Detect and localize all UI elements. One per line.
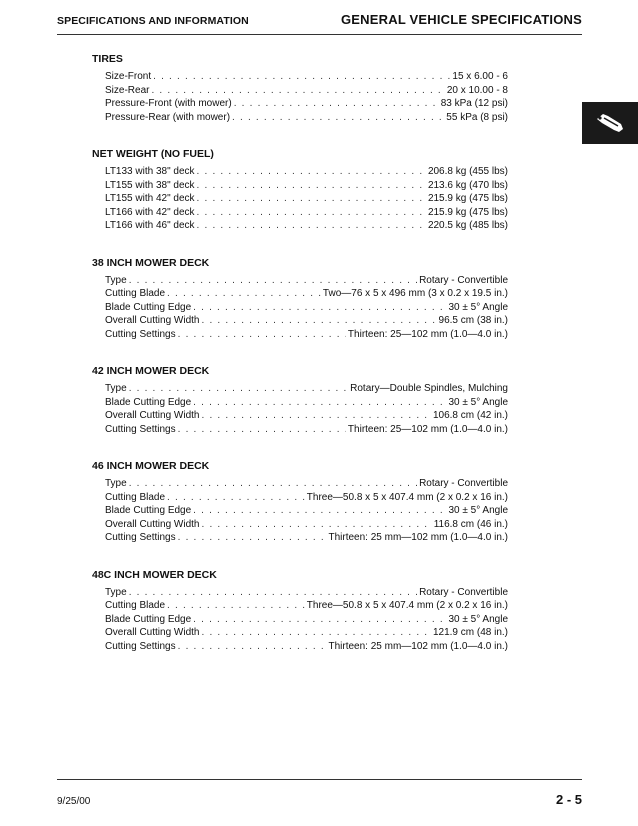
section-title: NET WEIGHT (NO FUEL): [92, 148, 214, 160]
spec-value: Rotary - Convertible: [419, 586, 508, 598]
spec-section: [92, 147, 508, 233]
spec-label: Cutting Blade: [105, 288, 166, 299]
spec-section: [92, 568, 508, 654]
spec-value: 30 ± 5° Angle: [448, 301, 508, 313]
spec-label: Cutting Settings: [105, 532, 176, 543]
dot-leader: [129, 274, 417, 288]
spec-row: [105, 206, 508, 220]
dot-leader: [234, 97, 439, 111]
spec-value: 55 kPa (8 psi): [446, 111, 508, 123]
spec-label: LT155 with 42" deck: [105, 193, 195, 204]
spec-row: [105, 586, 508, 600]
dot-leader: [197, 179, 426, 193]
dot-leader: [153, 70, 450, 84]
spec-value: 30 ± 5° Angle: [448, 505, 508, 516]
spec-value: 215.9 kg (475 lbs): [427, 206, 508, 218]
dot-leader: [129, 477, 417, 491]
running-header-left: SPECIFICATIONS AND INFORMATION: [57, 15, 249, 27]
spec-label: LT166 with 46" deck: [105, 220, 195, 231]
spec-row: [105, 382, 508, 396]
dot-leader: [178, 328, 346, 342]
spec-row: [105, 165, 508, 179]
spec-label: LT166 with 42" deck: [105, 206, 195, 218]
spec-value: Two—76 x 5 x 496 mm (3 x 0.2 x 19.5 in.): [322, 288, 508, 299]
dot-leader: [178, 423, 346, 437]
page-number: 2 - 5: [555, 792, 582, 807]
spec-row: [105, 219, 508, 233]
spec-row: [105, 504, 508, 518]
spec-row: [105, 111, 508, 125]
running-header-right: GENERAL VEHICLE SPECIFICATIONS: [341, 12, 582, 27]
section-tab: [582, 102, 638, 144]
spec-label: Blade Cutting Edge: [105, 396, 192, 408]
spec-label: Overall Cutting Width: [105, 410, 200, 421]
dot-leader: [201, 518, 431, 532]
dot-leader: [201, 314, 436, 328]
spec-label: Overall Cutting Width: [105, 627, 200, 638]
section-title: TIRES: [92, 53, 123, 65]
section-title: 48C INCH MOWER DECK: [92, 568, 217, 581]
spec-value: Thirteen: 25 mm—102 mm (1.0—4.0 in.): [328, 640, 508, 652]
section-title: 46 INCH MOWER DECK: [92, 460, 210, 472]
spec-label: Blade Cutting Edge: [105, 505, 192, 516]
spec-label: Type: [105, 478, 127, 489]
spec-label: Type: [105, 274, 127, 286]
dot-leader: [232, 111, 444, 125]
dot-leader: [151, 84, 444, 98]
dot-leader: [167, 287, 321, 301]
dot-leader: [201, 409, 430, 423]
spec-value: Thirteen: 25—102 mm (1.0—4.0 in.): [347, 423, 508, 435]
spec-value: 30 ± 5° Angle: [448, 613, 508, 625]
dot-leader: [193, 504, 446, 518]
dot-leader: [193, 396, 446, 410]
spec-value: 215.9 kg (475 lbs): [427, 193, 508, 204]
spec-row: [105, 328, 508, 342]
spec-label: Pressure-Rear (with mower): [105, 111, 231, 123]
spec-section: [92, 364, 508, 436]
dot-leader: [129, 586, 417, 600]
spec-value: 213.6 kg (470 lbs): [427, 179, 508, 191]
section-title: 42 INCH MOWER DECK: [92, 365, 210, 377]
dot-leader: [193, 301, 446, 315]
spec-section: [92, 459, 508, 545]
spec-label: Overall Cutting Width: [105, 518, 200, 530]
spec-row: [105, 70, 508, 84]
dot-leader: [197, 192, 426, 206]
dot-leader: [197, 165, 426, 179]
spec-row: [105, 97, 508, 111]
spec-value: Rotary - Convertible: [419, 478, 508, 489]
spec-label: Cutting Blade: [105, 600, 166, 611]
spec-row: [105, 274, 508, 288]
spec-label: Cutting Settings: [105, 640, 176, 652]
spec-value: 20 x 10.00 - 8: [446, 84, 508, 96]
spec-label: LT155 with 38" deck: [105, 179, 195, 191]
spec-section: [92, 256, 508, 342]
section-title: 38 INCH MOWER DECK: [92, 256, 210, 269]
footer-date: 9/25/00: [57, 796, 91, 807]
spec-row: [105, 491, 508, 505]
spec-row: [105, 477, 508, 491]
dot-leader: [178, 640, 327, 654]
spec-value: 30 ± 5° Angle: [448, 396, 508, 408]
spec-value: 116.8 cm (46 in.): [433, 518, 508, 530]
spec-label: Size-Rear: [105, 84, 150, 96]
spec-row: [105, 409, 508, 423]
spec-value: Three—50.8 x 5 x 407.4 mm (2 x 0.2 x 16 in.): [306, 491, 508, 503]
spec-row: [105, 314, 508, 328]
spec-value: 15 x 6.00 - 6: [452, 71, 508, 82]
spec-row: [105, 531, 508, 545]
spec-label: Overall Cutting Width: [105, 315, 200, 326]
spec-row: [105, 301, 508, 315]
spec-label: Cutting Settings: [105, 328, 176, 340]
spec-value: 83 kPa (12 psi): [440, 98, 508, 109]
spec-value: Rotary—Double Spindles, Mulching: [350, 383, 508, 394]
spec-row: [105, 84, 508, 98]
dot-leader: [178, 531, 327, 545]
spec-value: 220.5 kg (485 lbs): [427, 220, 508, 231]
spec-label: Size-Front: [105, 71, 152, 82]
spec-label: Blade Cutting Edge: [105, 613, 192, 625]
dot-leader: [193, 613, 446, 627]
spec-value: Thirteen: 25—102 mm (1.0—4.0 in.): [347, 328, 508, 340]
spec-value: Thirteen: 25 mm—102 mm (1.0—4.0 in.): [328, 532, 508, 543]
dot-leader: [197, 206, 426, 220]
spec-row: [105, 287, 508, 301]
dot-leader: [197, 219, 426, 233]
dot-leader: [201, 626, 430, 640]
spec-section: [92, 52, 508, 124]
spec-row: [105, 626, 508, 640]
spec-label: Cutting Settings: [105, 423, 176, 435]
spec-content: [92, 52, 508, 676]
spec-row: [105, 613, 508, 627]
spec-label: Pressure-Front (with mower): [105, 98, 232, 109]
spec-row: [105, 518, 508, 532]
spec-row: [105, 179, 508, 193]
spec-label: Cutting Blade: [105, 491, 166, 503]
spec-label: Type: [105, 586, 127, 598]
spec-row: [105, 396, 508, 410]
spec-value: Three—50.8 x 5 x 407.4 mm (2 x 0.2 x 16 in.): [306, 600, 508, 611]
footer-divider: [57, 779, 582, 780]
wrench-icon: [594, 110, 626, 136]
spec-value: 96.5 cm (38 in.): [438, 315, 508, 326]
spec-row: [105, 423, 508, 437]
spec-label: Type: [105, 383, 127, 394]
spec-value: Rotary - Convertible: [419, 274, 508, 286]
spec-row: [105, 192, 508, 206]
spec-row: [105, 599, 508, 613]
dot-leader: [167, 491, 305, 505]
dot-leader: [167, 599, 305, 613]
spec-value: 121.9 cm (48 in.): [432, 627, 508, 638]
spec-row: [105, 640, 508, 654]
spec-value: 206.8 kg (455 lbs): [427, 166, 508, 177]
spec-label: Blade Cutting Edge: [105, 301, 192, 313]
dot-leader: [129, 382, 348, 396]
header-divider: [57, 34, 582, 35]
spec-value: 106.8 cm (42 in.): [432, 410, 508, 421]
spec-label: LT133 with 38" deck: [105, 166, 195, 177]
